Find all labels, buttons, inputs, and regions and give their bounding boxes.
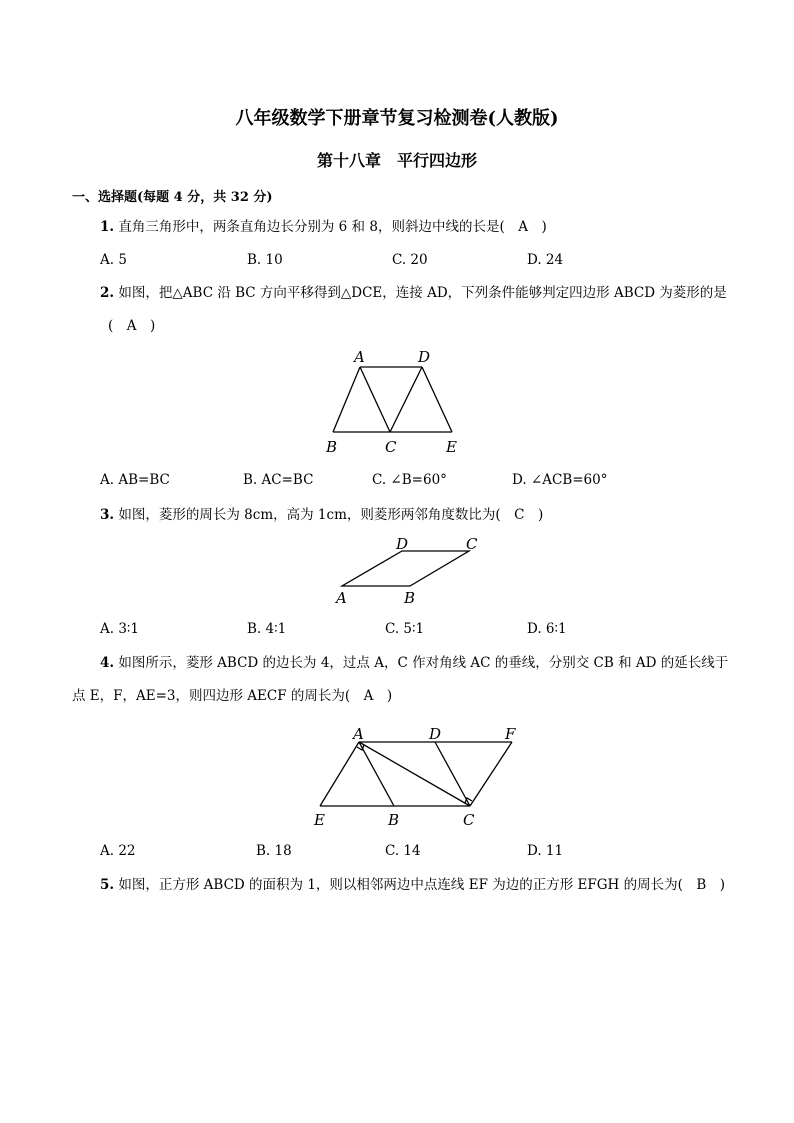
vertex-label: C bbox=[466, 535, 478, 553]
vertex-label: D bbox=[418, 348, 431, 366]
question-text: 如图所示，菱形 ABCD 的边长为 4，过点 A，C 作对角线 AC 的垂线，分别交 CB 和 AD 的延长线于 bbox=[118, 655, 729, 671]
option-c: C. 5∶1 bbox=[385, 621, 425, 637]
option-b: B. AC=BC bbox=[243, 472, 314, 488]
question-1 bbox=[100, 216, 720, 238]
option-d: D. ∠ACB=60° bbox=[512, 472, 608, 488]
question-text: 如图，正方形 ABCD 的面积为 1，则以相邻两边中点连线 EF 为边的正方形 EFGH 的周长为( B ) bbox=[118, 877, 726, 893]
question-number: 4. bbox=[100, 655, 115, 671]
option-a: A. 22 bbox=[100, 843, 136, 859]
vertex-label: A bbox=[354, 348, 365, 366]
vertex-label: D bbox=[396, 535, 409, 553]
option-d: D. 6∶1 bbox=[527, 621, 567, 637]
section-heading: 一、选择题(每题 4 分，共 32 分) bbox=[72, 190, 273, 205]
vertex-label: E bbox=[446, 438, 457, 456]
vertex-label: B bbox=[404, 589, 416, 607]
option-c: C. 20 bbox=[392, 252, 428, 268]
option-a: A. AB=BC bbox=[100, 472, 170, 488]
question-number: 3. bbox=[100, 507, 115, 523]
vertex-label: A bbox=[353, 725, 364, 743]
question-number: 2. bbox=[100, 285, 115, 301]
vertex-label: F bbox=[505, 725, 516, 743]
question-text: 如图，把△ABC 沿 BC 方向平移得到△DCE，连接 AD，下列条件能够判定四边形 ABCD 为菱形的是 bbox=[118, 285, 727, 301]
option-d: D. 11 bbox=[527, 843, 564, 859]
question-3 bbox=[100, 504, 720, 526]
figure-q2-translated-triangles bbox=[318, 344, 468, 460]
question-4-continued: 点 E，F，AE=3，则四边形 AECF 的周长为( A ) bbox=[72, 688, 393, 704]
vertex-label: A bbox=[336, 589, 347, 607]
option-a: A. 5 bbox=[100, 252, 127, 268]
question-2-answer: ( A ) bbox=[108, 318, 156, 334]
vertex-label: B bbox=[326, 438, 338, 456]
vertex-label: B bbox=[388, 811, 400, 829]
question-number: 5. bbox=[100, 877, 115, 893]
question-text: 如图，菱形的周长为 8cm，高为 1cm，则菱形两邻角度数比为( C ) bbox=[118, 507, 544, 523]
option-c: C. 14 bbox=[385, 843, 421, 859]
vertex-label: D bbox=[429, 725, 442, 743]
chapter-title: 第十八章 平行四边形 bbox=[316, 151, 477, 170]
vertex-label: E bbox=[314, 811, 325, 829]
figure-q4-rhombus-with-perpendiculars bbox=[306, 722, 528, 832]
vertex-label: C bbox=[463, 811, 475, 829]
question-number: 1. bbox=[100, 219, 115, 235]
document-title: 八年级数学下册章节复习检测卷(人教版) bbox=[235, 108, 559, 129]
option-d: D. 24 bbox=[527, 252, 564, 268]
question-5 bbox=[100, 874, 740, 896]
option-b: B. 10 bbox=[247, 252, 283, 268]
option-a: A. 3∶1 bbox=[100, 621, 140, 637]
vertex-label: C bbox=[385, 438, 397, 456]
question-4 bbox=[100, 652, 740, 674]
option-b: B. 4∶1 bbox=[247, 621, 287, 637]
option-b: B. 18 bbox=[256, 843, 292, 859]
question-2 bbox=[100, 282, 740, 304]
option-c: C. ∠B=60° bbox=[372, 472, 447, 488]
figure-q3-rhombus bbox=[328, 534, 488, 608]
question-text: 直角三角形中，两条直角边长分别为 6 和 8，则斜边中线的长是( A ) bbox=[118, 219, 547, 235]
